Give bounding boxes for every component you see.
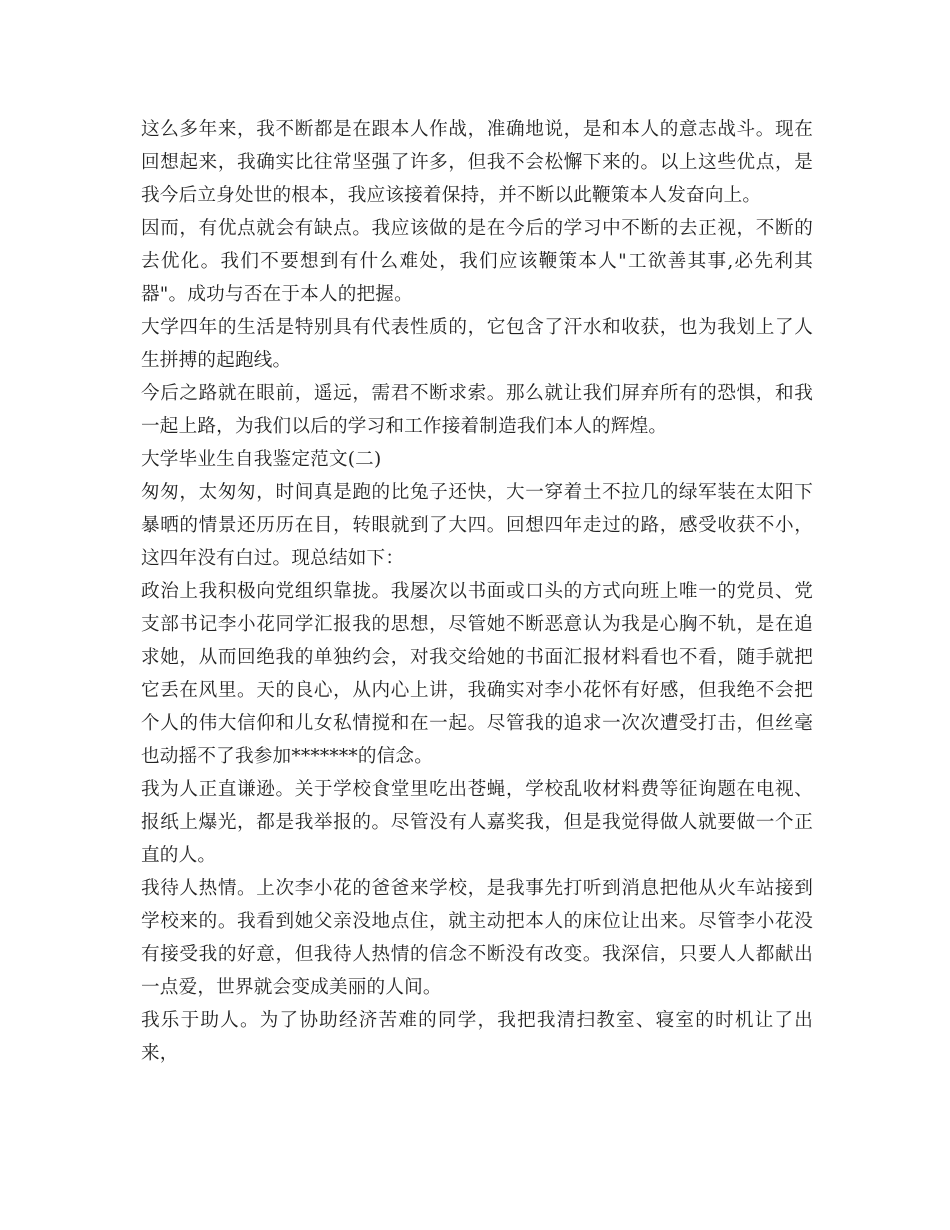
paragraph-shortcomings: 因而，有优点就会有缺点。我应该做的是在今后的学习中不断的去正视，不断的去优化。我们不要想到有什么难处，我们应该鞭策本人"工欲善其事,必先利其器"。成功与否在于本人的把握。 xyxy=(141,218,813,305)
section-heading: 大学毕业生自我鉴定范文(二) xyxy=(141,449,382,470)
paragraph-future-road: 今后之路就在眼前，遥远，需君不断求索。那么就让我们屏弃所有的恐惧，和我一起上路，为我们以后的学习和工作接着制造我们本人的辉煌。 xyxy=(141,383,813,437)
paragraph-politics: 政治上我积极向党组织靠拢。我屡次以书面或口头的方式向班上唯一的党员、党支部书记李小花同学汇报我的思想，尽管她不断恶意认为我是心胸不轨，是在追求她，从而回绝我的单独约会，对我交给她的书面汇报材料看也不看，随手就把它丢在风里。天的良心，从内心上讲，我确实对李小花怀有好感，但我绝不会把个人的伟大信仰和儿女私情搅和在一起。尽管我的追求一次次遭受打击，但丝毫也动摇不了我参加*******的信念。 xyxy=(141,581,813,767)
paragraph-perseverance: 这么多年来，我不断都是在跟本人作战，准确地说，是和本人的意志战斗。现在回想起来，我确实比往常坚强了许多，但我不会松懈下来的。以上这些优点，是我今后立身处世的根本，我应该接着保持，并不断以此鞭策本人发奋向上。 xyxy=(141,119,813,206)
paragraph-integrity: 我为人正直谦逊。关于学校食堂里吃出苍蝇，学校乱收材料费等征询题在电视、报纸上爆光，都是我举报的。尽管没有人嘉奖我，但是我觉得做人就要做一个正直的人。 xyxy=(141,779,813,866)
paragraph-helpful: 我乐于助人。为了协助经济苦难的同学，我把我清扫教室、寝室的时机让了出来， xyxy=(141,1010,813,1064)
paragraph-warmth: 我待人热情。上次李小花的爸爸来学校，是我事先打听到消息把他从火车站接到学校来的。我看到她父亲没地点住，就主动把本人的床位让出来。尽管李小花没有接受我的好意，但我待人热情的信念不断没有改变。我深信，只要人人都献出一点爱，世界就会变成美丽的人间。 xyxy=(141,878,813,998)
paragraph-time-flies: 匆匆，太匆匆，时间真是跑的比兔子还快，大一穿着土不拉几的绿军装在太阳下暴晒的情景还历历在目，转眼就到了大四。回想四年走过的路，感受收获不小，这四年没有白过。现总结如下： xyxy=(141,482,813,569)
paragraph-four-years: 大学四年的生活是特别具有代表性质的，它包含了汗水和收获，也为我划上了人生拼搏的起跑线。 xyxy=(141,317,813,371)
document-body xyxy=(141,113,813,1070)
